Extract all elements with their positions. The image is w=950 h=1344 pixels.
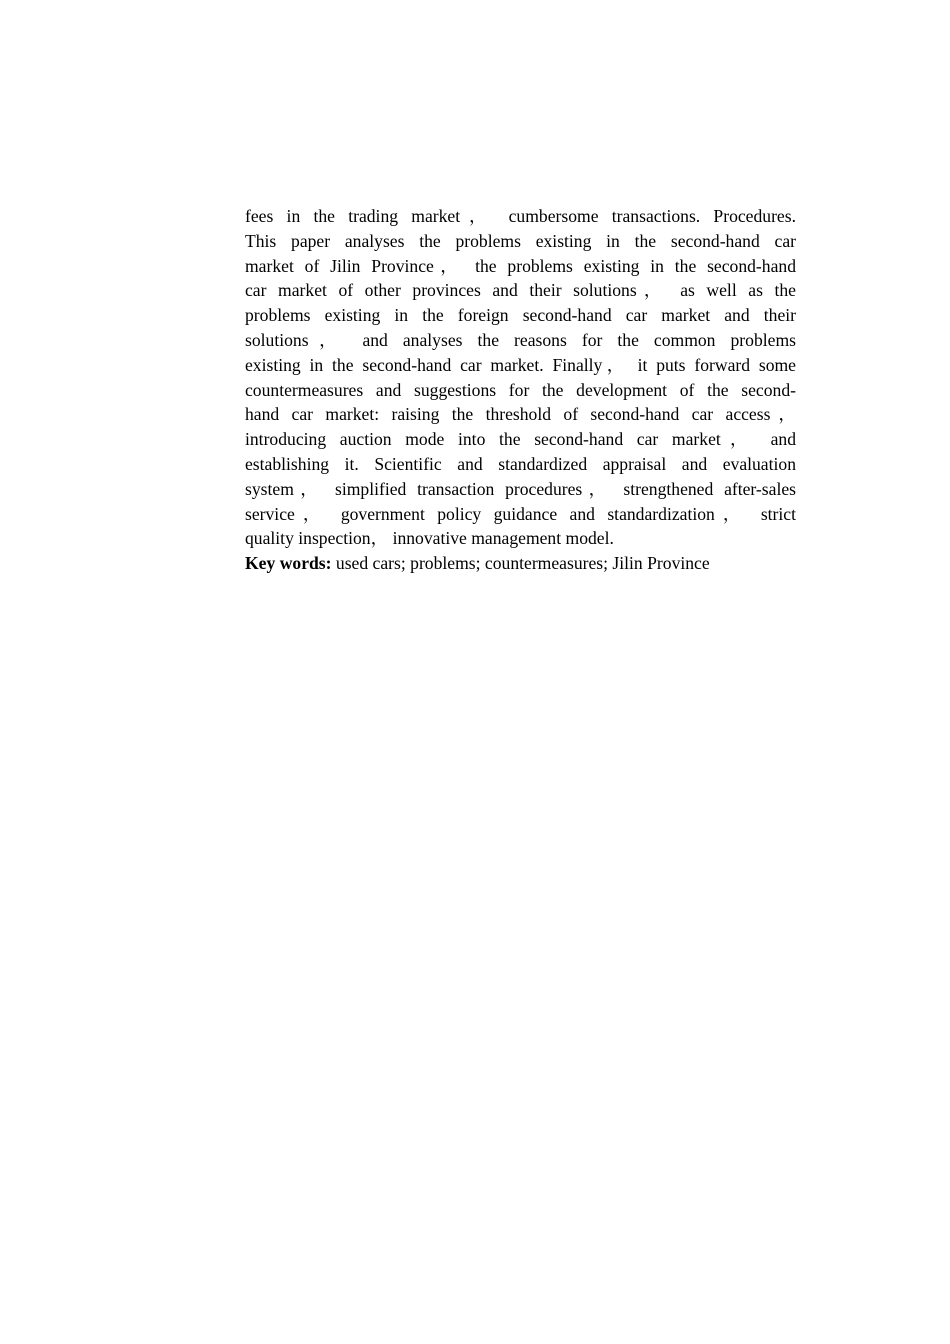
abstract-paragraph	[245, 204, 796, 576]
abstract-line: existing in the second-hand car market. Finally， it puts forward some	[245, 354, 796, 375]
abstract-line: car market of other provinces and their solutions， as well as the	[245, 280, 796, 301]
keywords-line	[245, 551, 796, 576]
abstract-line: quality inspection， innovative management model.	[245, 528, 614, 549]
keywords-value: used cars; problems; countermeasures; Jilin Province	[331, 553, 710, 574]
keywords-label: Key words:	[245, 553, 332, 574]
abstract-line: market of Jilin Province， the problems existing in the second-hand	[245, 255, 796, 276]
abstract-line: problems existing in the foreign second-hand car market and their	[245, 305, 796, 326]
abstract-line: service， government policy guidance and standardization， strict	[245, 503, 796, 524]
abstract-line: fees in the trading market， cumbersome transactions. Procedures.	[245, 206, 796, 226]
abstract-line: establishing it. Scientific and standardized appraisal and evaluation	[245, 453, 796, 474]
abstract-line: countermeasures and suggestions for the development of the second-	[245, 379, 796, 400]
abstract-line: system， simplified transaction procedures， strengthened after-sales	[245, 478, 796, 499]
abstract-line: hand car market: raising the threshold of second-hand car access，	[245, 404, 796, 425]
abstract-line: solutions， and analyses the reasons for the common problems	[245, 329, 796, 350]
abstract-line: introducing auction mode into the second-hand car market， and	[245, 429, 796, 450]
abstract-line: This paper analyses the problems existing in the second-hand car	[245, 230, 796, 251]
